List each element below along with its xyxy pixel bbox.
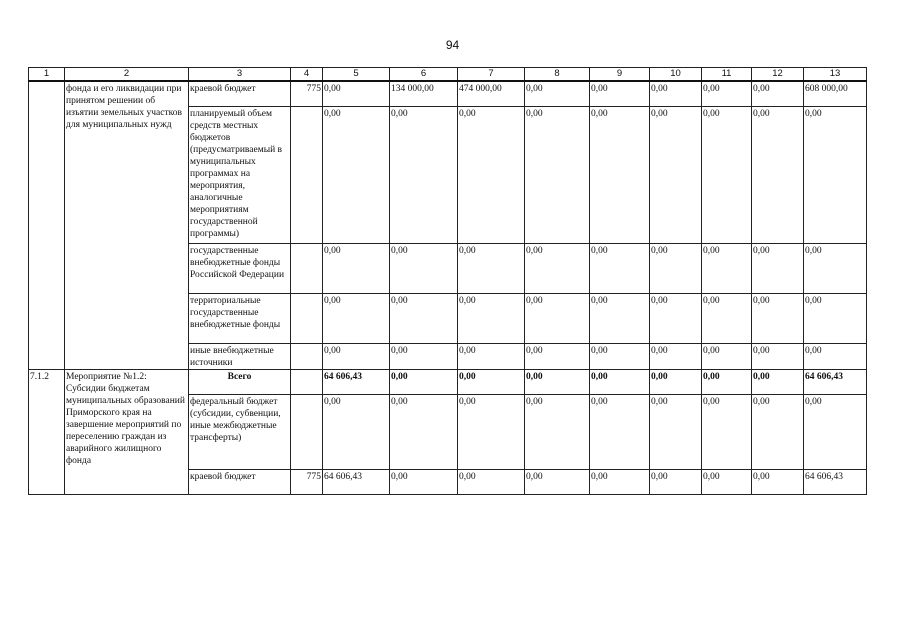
value-cell: 0,00 (752, 293, 804, 343)
measure-title-cell: фонда и его ликвидации при принятом решении об изъятии земельных участков для муниципальных нужд (65, 81, 189, 369)
value-cell: 0,00 (804, 343, 867, 369)
source-cell: федеральный бюджет (субсидии, субвенции, иные межбюджетные трансферты) (189, 394, 291, 469)
value-cell: 0,00 (804, 106, 867, 243)
value-cell: 0,00 (702, 394, 752, 469)
value-cell: 0,00 (702, 243, 752, 293)
page-number: 94 (445, 38, 460, 52)
source-cell: краевой бюджет (189, 469, 291, 494)
value-cell: 0,00 (458, 394, 525, 469)
source-cell: государственные внебюджетные фонды Российской Федерации (189, 243, 291, 293)
code-cell (291, 293, 323, 343)
budget-table (28, 67, 867, 495)
row-number-cell (29, 81, 65, 369)
code-cell (291, 369, 323, 394)
value-cell: 0,00 (702, 343, 752, 369)
value-cell: 0,00 (702, 293, 752, 343)
code-cell (291, 243, 323, 293)
header-cell: 2 (65, 68, 189, 82)
header-row (29, 68, 867, 82)
value-cell: 0,00 (702, 106, 752, 243)
header-cell: 7 (458, 68, 525, 82)
value-cell: 0,00 (804, 394, 867, 469)
value-cell: 0,00 (458, 369, 525, 394)
source-cell: территориальные государственные внебюджетные фонды (189, 293, 291, 343)
value-cell: 0,00 (590, 394, 650, 469)
code-cell (291, 343, 323, 369)
value-cell: 0,00 (323, 394, 390, 469)
value-cell: 0,00 (390, 369, 458, 394)
value-cell: 64 606,43 (323, 369, 390, 394)
value-cell: 0,00 (458, 343, 525, 369)
value-cell: 0,00 (752, 469, 804, 494)
value-cell: 0,00 (590, 106, 650, 243)
code-cell (291, 106, 323, 243)
value-cell: 0,00 (702, 369, 752, 394)
value-cell: 0,00 (458, 469, 525, 494)
value-cell: 0,00 (390, 394, 458, 469)
value-cell: 0,00 (525, 81, 590, 106)
value-cell: 0,00 (752, 369, 804, 394)
value-cell: 64 606,43 (804, 469, 867, 494)
value-cell: 474 000,00 (458, 81, 525, 106)
header-cell: 4 (291, 68, 323, 82)
header-cell: 10 (650, 68, 702, 82)
value-cell: 0,00 (390, 106, 458, 243)
value-cell: 0,00 (323, 81, 390, 106)
value-cell: 0,00 (525, 106, 590, 243)
value-cell: 134 000,00 (390, 81, 458, 106)
source-cell: планируемый объем средств местных бюджетов (предусматриваемый в муниципальных программах на мероприятия, аналогичные мероприятиям государственной программы) (189, 106, 291, 243)
measure-title-cell: Мероприятие №1.2: Субсидии бюджетам муниципальных образований Приморского края на завершение мероприятий по переселению граждан из аварийного жилищного фонда (65, 369, 189, 494)
header-cell: 6 (390, 68, 458, 82)
header-cell: 9 (590, 68, 650, 82)
source-cell: иные внебюджетные источники (189, 343, 291, 369)
code-cell: 775 (291, 469, 323, 494)
value-cell: 0,00 (525, 394, 590, 469)
value-cell: 64 606,43 (804, 369, 867, 394)
value-cell: 608 000,00 (804, 81, 867, 106)
value-cell: 0,00 (323, 293, 390, 343)
value-cell: 0,00 (650, 106, 702, 243)
value-cell: 0,00 (752, 343, 804, 369)
value-cell: 0,00 (458, 106, 525, 243)
value-cell: 0,00 (650, 81, 702, 106)
value-cell: 0,00 (458, 243, 525, 293)
value-cell: 0,00 (650, 469, 702, 494)
value-cell: 0,00 (752, 394, 804, 469)
value-cell: 0,00 (525, 369, 590, 394)
value-cell: 0,00 (590, 369, 650, 394)
value-cell: 0,00 (650, 369, 702, 394)
value-cell: 0,00 (650, 394, 702, 469)
value-cell: 0,00 (525, 343, 590, 369)
value-cell: 0,00 (650, 243, 702, 293)
value-cell: 0,00 (323, 243, 390, 293)
header-cell: 11 (702, 68, 752, 82)
value-cell: 0,00 (804, 293, 867, 343)
value-cell: 0,00 (390, 243, 458, 293)
header-cell: 8 (525, 68, 590, 82)
value-cell: 0,00 (804, 243, 867, 293)
table-row (29, 81, 867, 106)
value-cell: 0,00 (323, 106, 390, 243)
value-cell: 0,00 (590, 343, 650, 369)
header-cell: 3 (189, 68, 291, 82)
value-cell: 0,00 (390, 293, 458, 343)
value-cell: 0,00 (650, 343, 702, 369)
value-cell: 0,00 (702, 469, 752, 494)
header-cell: 1 (29, 68, 65, 82)
value-cell: 0,00 (525, 293, 590, 343)
value-cell: 64 606,43 (323, 469, 390, 494)
value-cell: 0,00 (458, 293, 525, 343)
value-cell: 0,00 (590, 243, 650, 293)
value-cell: 0,00 (702, 81, 752, 106)
table-row (29, 369, 867, 394)
value-cell: 0,00 (590, 469, 650, 494)
value-cell: 0,00 (390, 343, 458, 369)
value-cell: 0,00 (323, 343, 390, 369)
value-cell: 0,00 (752, 81, 804, 106)
code-cell: 775 (291, 81, 323, 106)
value-cell: 0,00 (390, 469, 458, 494)
value-cell: 0,00 (525, 243, 590, 293)
value-cell: 0,00 (590, 81, 650, 106)
header-cell: 5 (323, 68, 390, 82)
value-cell: 0,00 (752, 243, 804, 293)
code-cell (291, 394, 323, 469)
source-cell: краевой бюджет (189, 81, 291, 106)
value-cell: 0,00 (650, 293, 702, 343)
row-number-cell: 7.1.2 (29, 369, 65, 494)
header-cell: 13 (804, 68, 867, 82)
value-cell: 0,00 (752, 106, 804, 243)
source-cell: Всего (189, 369, 291, 394)
header-cell: 12 (752, 68, 804, 82)
value-cell: 0,00 (590, 293, 650, 343)
value-cell: 0,00 (525, 469, 590, 494)
